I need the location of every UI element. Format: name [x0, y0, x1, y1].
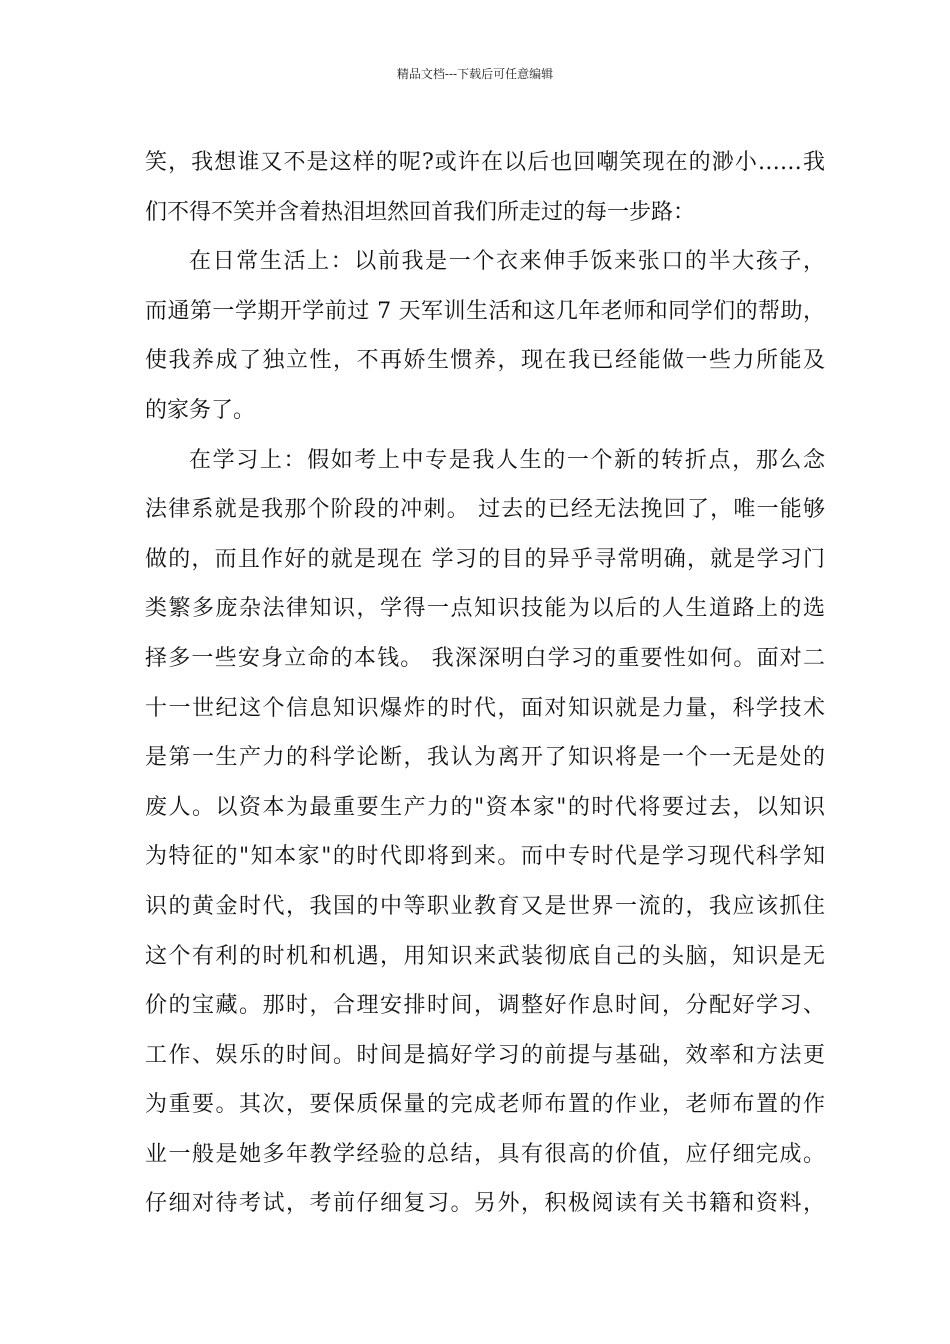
- text-line: 法律系就是我那个阶段的冲刺。 过去的已经无法挽回了，唯一能够: [145, 497, 825, 523]
- text-line: 是第一生产力的科学论断，我认为离开了知识将是一个一无是处的: [145, 745, 825, 771]
- text-line: 择多一些安身立命的本钱。 我深深明白学习的重要性如何。面对二: [145, 645, 825, 671]
- text-line: 使我养成了独立性，不再娇生惯养，现在我已经能做一些力所能及: [145, 348, 825, 374]
- text-line: 类繁多庞杂法律知识，学得一点知识技能为以后的人生道路上的选: [145, 596, 825, 622]
- text-line: 十一世纪这个信息知识爆炸的时代，面对知识就是力量，科学技术: [145, 695, 825, 721]
- text-line: 做的，而且作好的就是现在 学习的目的异乎寻常明确，就是学习门: [145, 546, 825, 572]
- text-line: 价的宝藏。那时，合理安排时间，调整好作息时间，分配好学习、: [145, 993, 825, 1019]
- text-line: 业一般是她多年教学经验的总结，具有很高的价值，应仔细完成。: [145, 1141, 825, 1167]
- paragraph-start-line: 在日常生活上：以前我是一个衣来伸手饭来张口的半大孩子，: [189, 249, 825, 275]
- text-line: 识的黄金时代，我国的中等职业教育又是世界一流的，我应该抓住: [145, 893, 825, 919]
- text-line: 的家务了。: [145, 397, 256, 423]
- page-header: 精品文档---下载后可任意编辑: [396, 67, 554, 81]
- text-line: 废人。以资本为最重要生产力的"资本家"的时代将要过去，以知识: [145, 794, 825, 820]
- text-line: 们不得不笑并含着热泪坦然回首我们所走过的每一步路：: [145, 199, 696, 225]
- text-line: 这个有利的时机和机遇，用知识来武装彻底自己的头脑，知识是无: [145, 943, 825, 969]
- text-line: 为重要。其次，要保质保量的完成老师布置的作业，老师布置的作: [145, 1092, 825, 1118]
- text-line: 仔细对待考试，考前仔细复习。另外，积极阅读有关书籍和资料，: [145, 1191, 825, 1217]
- text-line: 工作、娱乐的时间。时间是搞好学习的前提与基础，效率和方法更: [145, 1042, 825, 1068]
- text-line: 为特征的"知本家"的时代即将到来。而中专时代是学习现代科学知: [145, 844, 825, 870]
- document-body: [145, 138, 825, 1229]
- paragraph-start-line: 在学习上：假如考上中专是我人生的一个新的转折点，那么念: [189, 447, 825, 473]
- text-line: 而通第一学期开学前过 7 天军训生活和这几年老师和同学们的帮助，: [145, 298, 825, 324]
- text-line: 笑，我想谁又不是这样的呢?或许在以后也回嘲笑现在的渺小……我: [145, 150, 825, 175]
